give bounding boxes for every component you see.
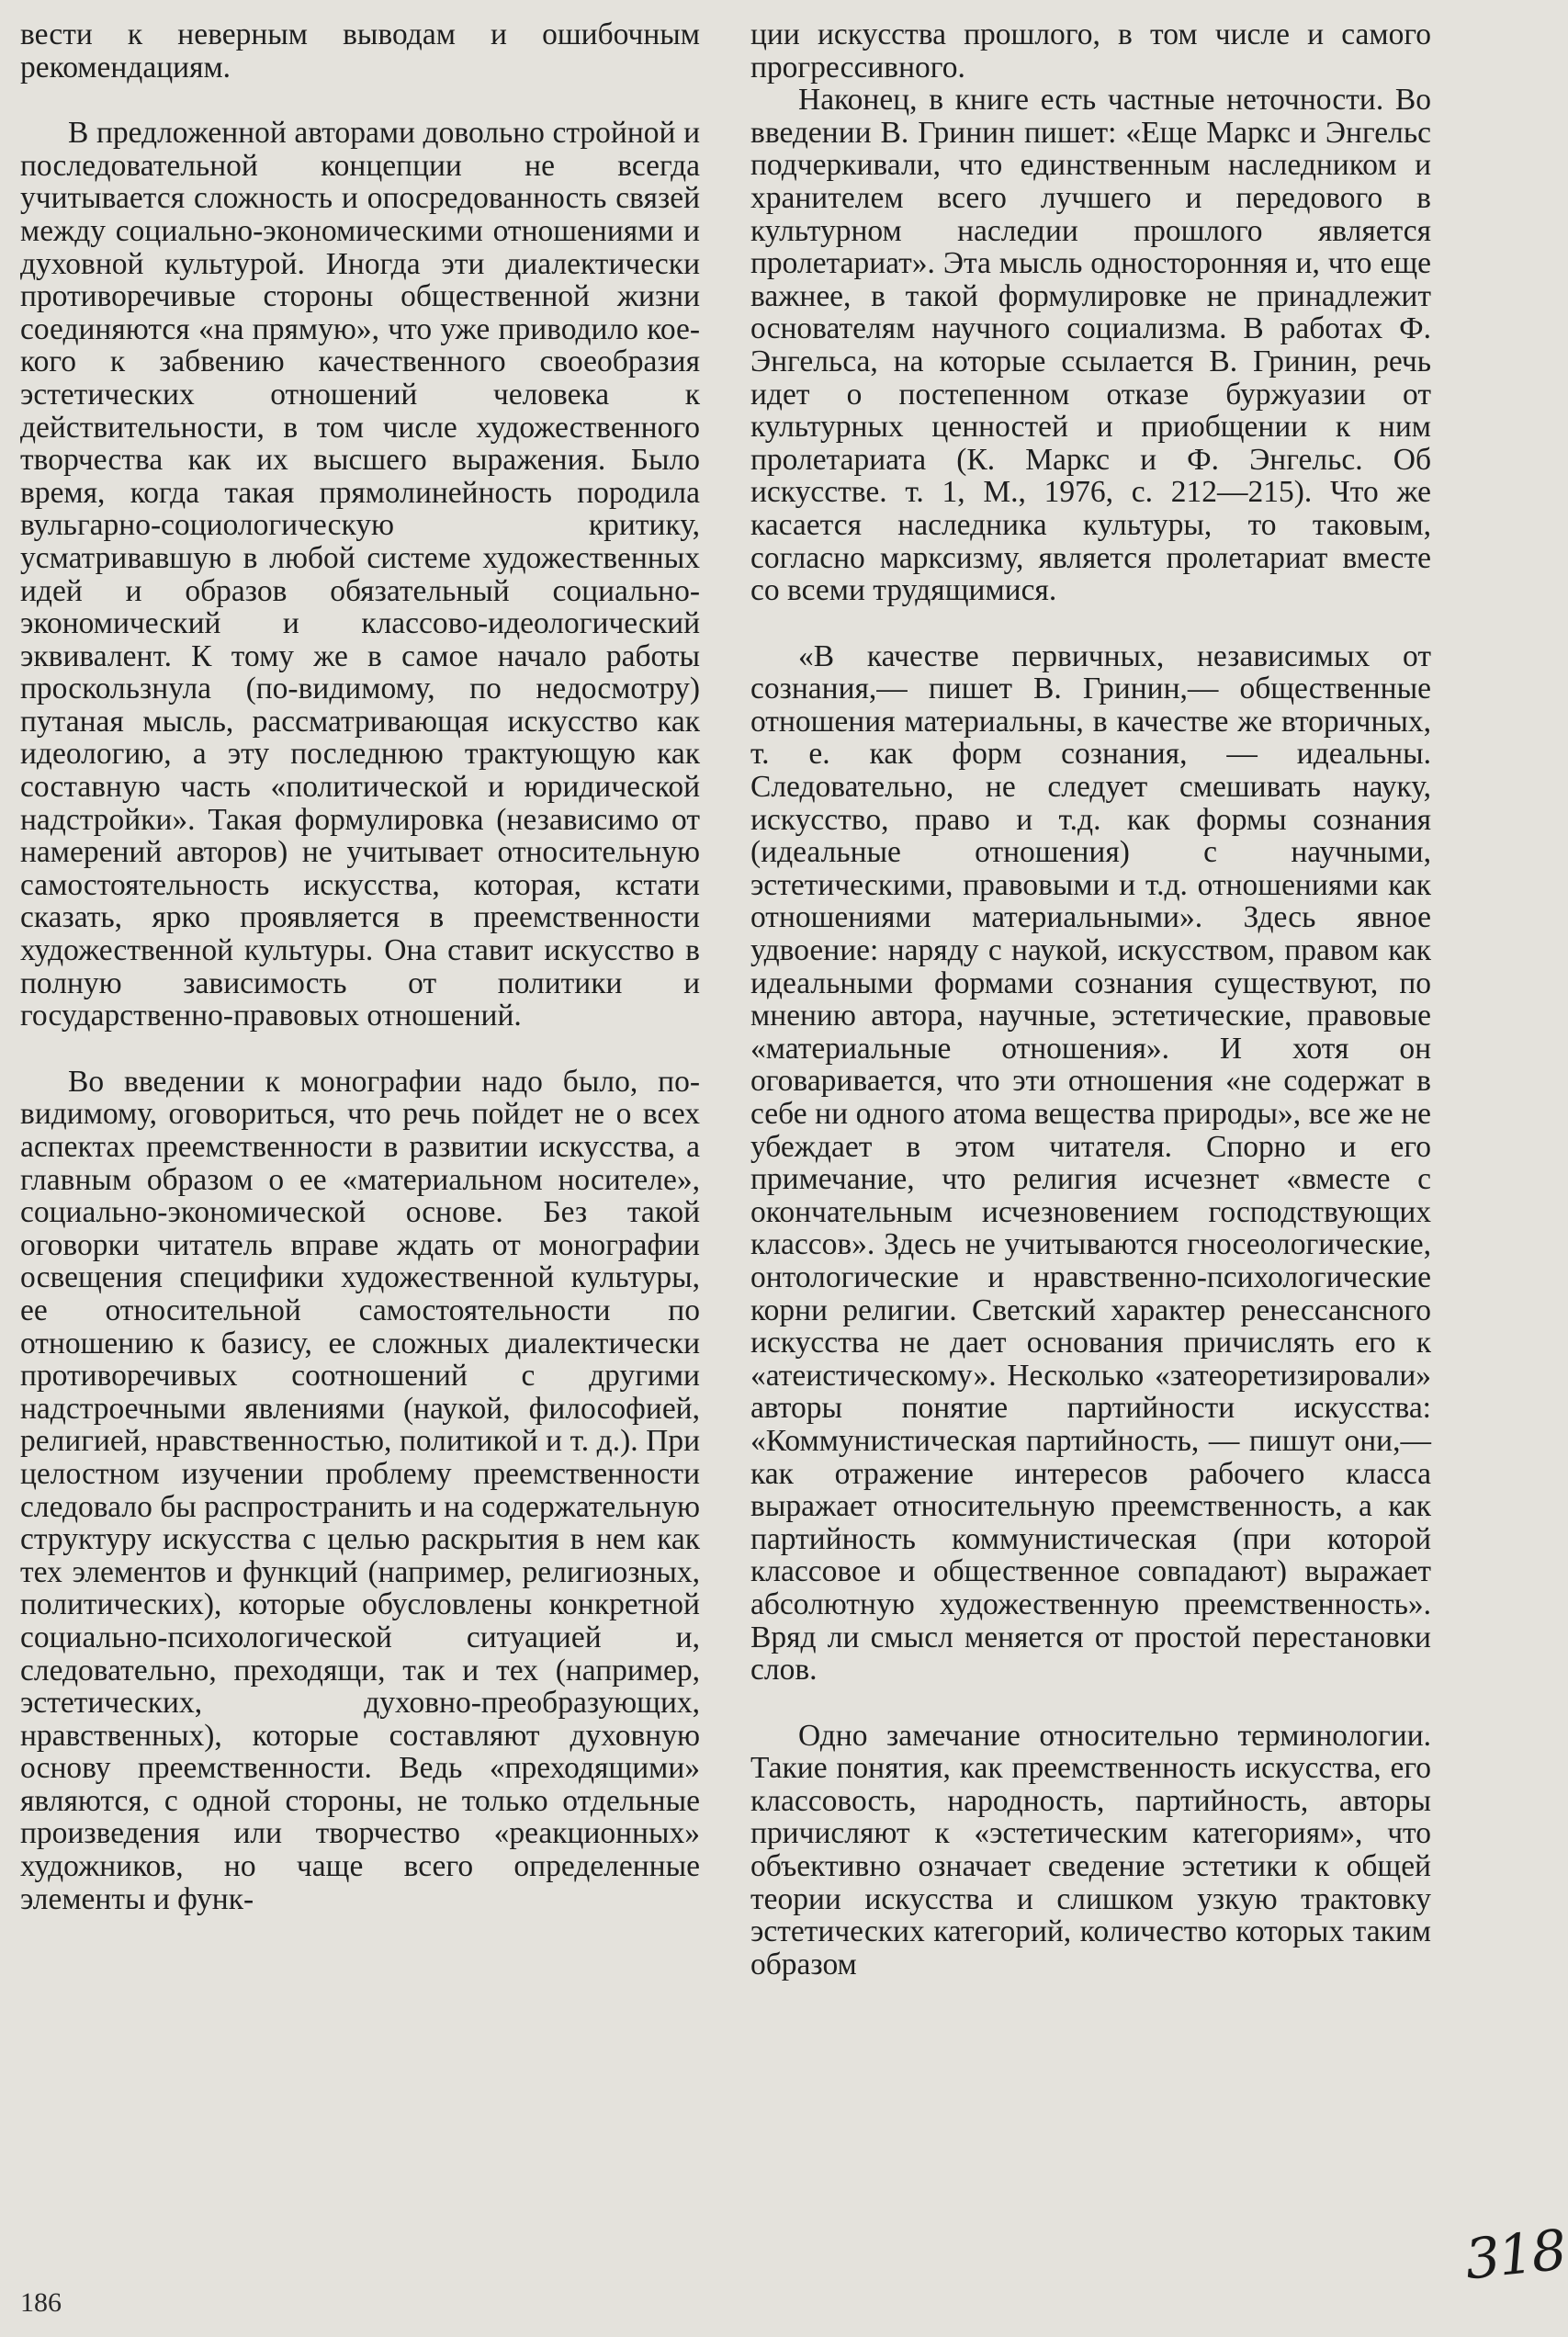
paragraph-2: В предложенной авторами довольно стройной и последовательной концепции не всегда учитывается сложность и опосредованность связей между социально-экономическими отношениями и духовной культурой. Иногда эти диалектически противоречивые стороны общественной жизни соединяются «на прямую», что уже приводило кое-кого к забвению качественного своеобразия эстетических отношений человека к действительности, в том числе художественного творчества как их высшего выражения. Было время, когда такая прямолинейность породила вульгарно-социологическую критику, усматривавшую в любой системе художественных идей и образов обязательный социально-экономический и классово-идеологический эквивалент. К тому же в самое начало работы проскользнула (по-видимому, по недосмотру) путаная мысль, рассматривающая искусство как идеологию, а эту последнюю трактующую как составную часть «политической и юридической надстройки». Такая формулировка (независимо от намерений авторов) не учитывает относительную самостоятельность искусства, которая, кстати сказать, ярко проявляется в преемственности художественной культуры. Она ставит искусство в полную зависимость от политики и государственно-правовых отношений. [20,116,700,1033]
left-column [20,18,700,1915]
paragraph-2: Наконец, в книге есть частные неточности. Во введении В. Гринин пишет: «Еще Маркс и Энгельс подчеркивали, что единственным наследником и хранителем всего лучшего и передового в культурном наследии прошлого является пролетариат». Эта мысль односторонняя и, что еще важнее, в такой формулировке не принадлежит основателям научного социализма. В работах Ф. Энгельса, на которые ссылается В. Гринин, речь идет о постепенном отказе буржуазии от культурных ценностей и приобщении к ним пролетариата (К. Маркс и Ф. Энгельс. Об искусстве. т. 1, М., 1976, с. 212—215). Что же касается наследника культуры, то таковым, согласно марксизму, является пролетариат вместе со всеми трудящимися. [750,83,1431,608]
handwritten-note: 318 [1461,2218,1568,2293]
paragraph-1: вести к неверным выводам и ошибочным рекомендациям. [20,17,700,85]
paragraph-3: «В качестве первичных, независимых от сознания,— пишет В. Гринин,— общественные отношения материальны, в качестве же вторичных, т. е. как форм сознания, — идеальны. Следовательно, не следует смешивать науку, искусство, право и т.д. как формы сознания (идеальные отношения) с научными, эстетическими, правовыми и т.д. отношениями как отношениями материальными». Здесь явное удвоение: наряду с наукой, искусством, правом как идеальными формами сознания существуют, по мнению автора, научные, эстетические, правовые «материальные отношения». И хотя он оговаривается, что эти отношения «не содержат в себе ни одного атома вещества природы», все же не убеждает в этом читателя. Спорно и его примечание, что религия исчезнет «вместе с окончательным исчезновением господствующих классов». Здесь не учитываются гносеологические, онтологические и нравственно-психологические корни религии. Светский характер ренессансного искусства не дает основания причислять его к «атеистическому». Несколько «затеоретизировали» авторы понятие партийности искусства: «Коммунистическая партийность, — пишут они,— как отражение интересов рабочего класса выражает относительную преемственность, а как партийность коммунистическая (при которой классовое и общественное совпадают) выражает абсолютную художественную преемственность». Вряд ли смысл меняется от простой перестановки слов. [750,638,1431,1688]
paragraph-3: Во введении к монографии надо было, по-видимому, оговориться, что речь пойдет не о всех аспектах преемственности в развитии искусства, а главным образом о ее «материальном носителе», социально-экономической основе. Без такой оговорки читатель вправе ждать от монографии освещения специфики художественной культуры, ее относительной самостоятельности по отношению к базису, ее сложных диалектически противоречивых соотношений с другими надстроечными явлениями (наукой, философией, религией, нравственностью, политикой и т. д.). При целостном изучении проблему преемственности следовало бы распространить и на содержательную структуру искусства с целью раскрытия в нем как тех элементов и функций (например, религиозных, политических), которые обусловлены конкретной социально-психологической ситуацией и, следовательно, преходящи, так и тех (например, эстетических, духовно-преобразующих, нравственных), которые составляют духовную основу преемственности. Ведь «преходящими» являются, с одной стороны, не только отдельные произведения или творчество «реакционных» художников, но чаще всего определенные элементы и функ- [20,1064,700,1916]
page-number: 186 [20,2287,62,2318]
paragraph-1: ции искусства прошлого, в том числе и самого прогрессивного. [750,17,1431,85]
right-column [750,18,1431,1981]
paragraph-4: Одно замечание относительно терминологии. Такие понятия, как преемственность искусства, его классовость, народность, партийность, авторы причисляют к «эстетическим категориям», что объективно означает сведение эстетики к общей теории искусства и слишком узкую трактовку эстетических категорий, количество которых таким образом [750,1718,1431,1981]
